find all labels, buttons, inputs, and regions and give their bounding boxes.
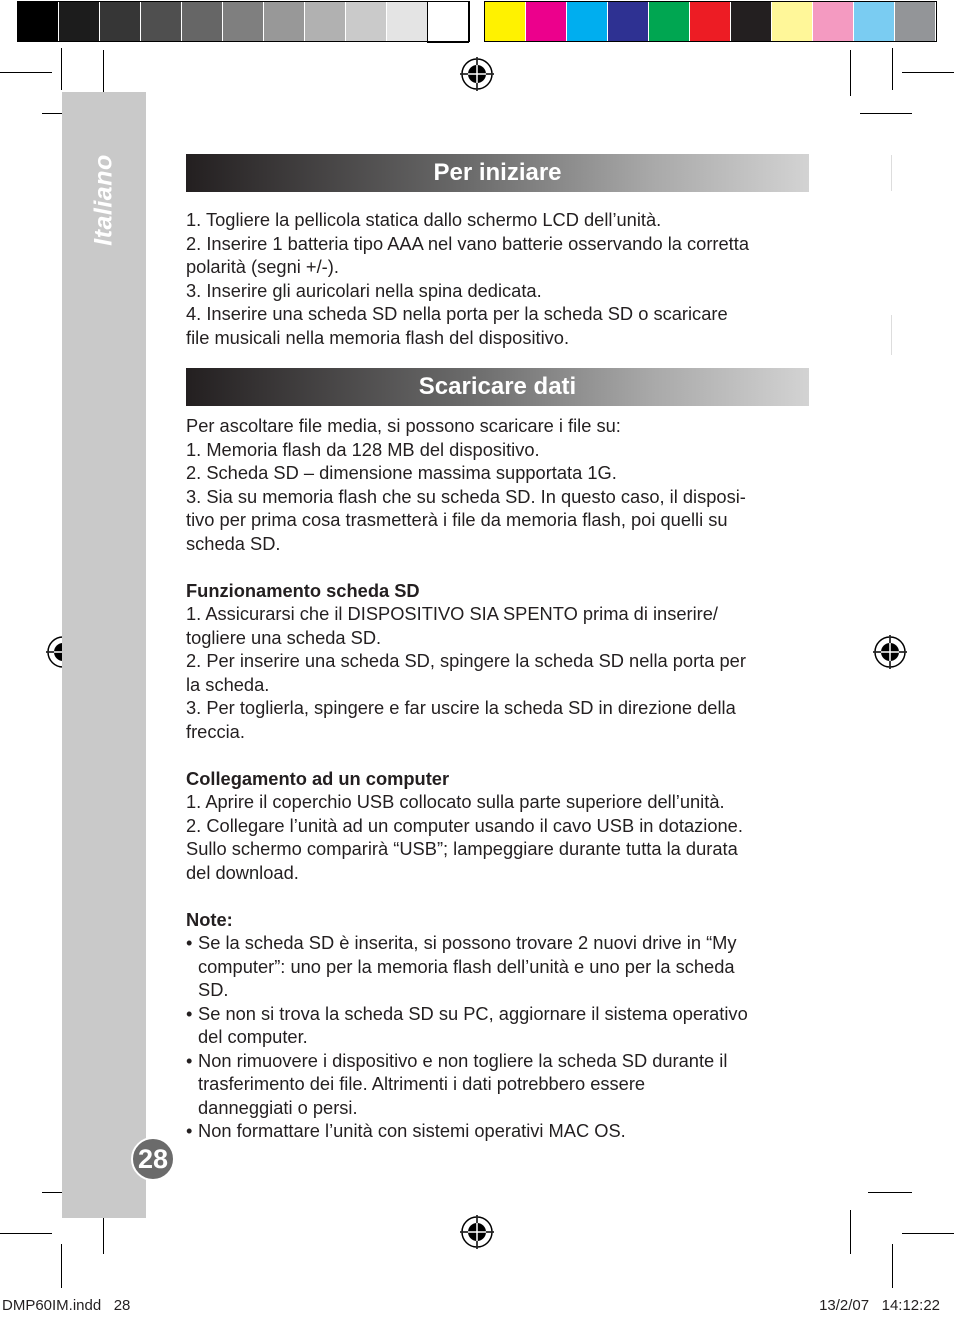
- bullet-icon: •: [186, 932, 193, 953]
- text-line: 2. Scheda SD – dimensione massima supportata 1G.: [186, 462, 617, 483]
- color-bar-frame: [17, 1, 470, 42]
- section-header-per-iniziare: [186, 154, 809, 192]
- bullet-icon: •: [186, 1002, 193, 1024]
- text-line: file musicali nella memoria flash del dispositivo.: [186, 326, 570, 348]
- text-line: 1. Memoria flash da 128 MB del dispositivo.: [186, 438, 540, 460]
- subheading-computer: Collegamento ad un computer: [186, 767, 450, 789]
- text-line: 1. Assicurarsi che il DISPOSITIVO SIA SPENTO prima di inserire/: [186, 603, 719, 624]
- language-sidebar: [62, 92, 146, 1218]
- text-line: 2. Per inserire una scheda SD, spingere la scheda SD nella porta per: [186, 650, 746, 671]
- text-line: Non formattare l’unità con sistemi operativi MAC OS.: [198, 1120, 626, 1141]
- text-line: Se la scheda SD è inserita, si possono trovare 2 nuovi drive in “My: [198, 932, 737, 953]
- color-bar-frame: [484, 1, 937, 42]
- text-line: 2. Collegare l’unità ad un computer usando il cavo USB in dotazione.: [186, 814, 743, 836]
- section-header-scaricare-dati: [186, 368, 809, 406]
- text-line: Se non si trova la scheda SD su PC, aggiornare il sistema operativo: [198, 1002, 748, 1024]
- bullet-icon: •: [186, 1120, 193, 1141]
- text-line: SD.: [198, 979, 229, 1000]
- registration-mark-icon: [873, 635, 907, 669]
- text-line: 4. Inserire una scheda SD nella porta per la scheda SD o scaricare: [186, 303, 728, 324]
- note-item: [186, 1002, 808, 1049]
- text-line: tivo per prima cosa trasmetterà i file da memoria flash, poi quelli su: [186, 509, 728, 530]
- language-label: Italiano: [89, 154, 118, 246]
- note-item: [186, 931, 808, 1002]
- text-line: Sullo schermo comparirà “USB”; lampeggiare durante tutta la durata: [186, 838, 738, 859]
- text-line: Per ascoltare file media, si possono scaricare i file su:: [186, 415, 621, 436]
- text-line: 2. Inserire 1 batteria tipo AAA nel vano batterie osservando la corretta: [186, 232, 749, 254]
- registration-mark-icon: [460, 57, 494, 91]
- footer-date-slug: 13/2/07 14:12:22: [819, 1297, 940, 1314]
- footer-file-slug: DMP60IM.indd 28: [2, 1297, 131, 1314]
- section-body-scaricare-dati: [186, 414, 808, 1143]
- text-line: scheda SD.: [186, 532, 281, 554]
- subheading-note: Note:: [186, 908, 233, 930]
- text-line: Non rimuovere i dispositivo e non togliere la scheda SD durante il: [198, 1049, 728, 1071]
- note-item: [186, 1049, 808, 1120]
- subheading-sd: Funzionamento scheda SD: [186, 579, 420, 601]
- page-number-badge: 28: [131, 1137, 175, 1181]
- text-line: 3. Sia su memoria flash che su scheda SD. In questo caso, il disposi-: [186, 485, 746, 507]
- text-line: 3. Per toglierla, spingere e far uscire la scheda SD in direzione della: [186, 697, 736, 718]
- note-item: [186, 1119, 808, 1143]
- text-line: 3. Inserire gli auricolari nella spina dedicata.: [186, 279, 542, 301]
- text-line: freccia.: [186, 720, 245, 742]
- section-title: Scaricare dati: [418, 373, 577, 400]
- text-line: la scheda.: [186, 673, 270, 695]
- text-line: 1. Togliere la pellicola statica dallo schermo LCD dell’unità.: [186, 209, 662, 230]
- text-line: 1. Aprire il coperchio USB collocato sulla parte superiore dell’unità.: [186, 791, 725, 812]
- text-line: trasferimento dei file. Altrimenti i dati potrebbero essere: [198, 1073, 646, 1094]
- text-line: computer”: uno per la memoria flash dell’unità e uno per la scheda: [198, 955, 735, 977]
- section-body-per-iniziare: [186, 208, 808, 349]
- text-line: togliere una scheda SD.: [186, 626, 382, 648]
- text-line: del download.: [186, 861, 299, 883]
- registration-mark-icon: [460, 1215, 494, 1249]
- text-line: danneggiati o persi.: [198, 1096, 358, 1118]
- print-color-bar: [0, 0, 954, 44]
- section-title: Per iniziare: [433, 159, 562, 186]
- text-line: polarità (segni +/-).: [186, 256, 339, 277]
- bullet-icon: •: [186, 1049, 193, 1071]
- text-line: del computer.: [198, 1026, 308, 1047]
